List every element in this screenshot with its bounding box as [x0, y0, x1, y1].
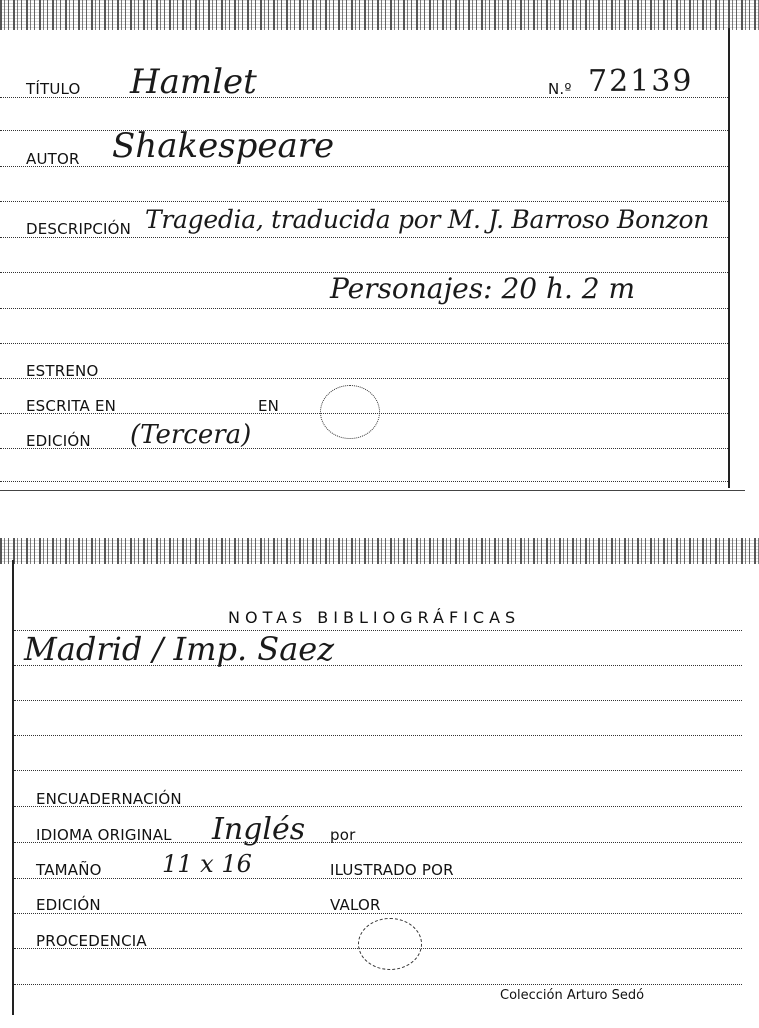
edicion-label-bottom: EDICIÓN: [36, 896, 101, 914]
idioma-value: Inglés: [212, 812, 306, 847]
notas-value: Madrid / Imp. Saez: [24, 630, 335, 668]
rule-line: [14, 984, 742, 985]
rule-line: [14, 735, 742, 736]
scan-edge-top: [0, 0, 759, 30]
por-label: por: [330, 826, 356, 844]
numero-value: 72139: [588, 64, 694, 99]
estreno-label: ESTRENO: [26, 362, 99, 380]
tamano-value: 11 x 16: [162, 850, 252, 878]
encuadernacion-label: ENCUADERNACIÓN: [36, 790, 182, 808]
card-bottom-left-edge: [12, 560, 14, 1015]
idioma-label: IDIOMA ORIGINAL: [36, 826, 172, 844]
scan-edge-bottom: [0, 538, 759, 564]
rule-line: [0, 481, 728, 482]
rule-line: [0, 130, 728, 131]
procedencia-label: PROCEDENCIA: [36, 932, 147, 950]
descripcion-value: Tragedia, traducida por M. J. Barroso Bonzon: [145, 205, 710, 234]
collection-credit: Colección Arturo Sedó: [500, 988, 645, 1003]
edicion-value: (Tercera): [130, 420, 252, 450]
autor-value: Shakespeare: [112, 126, 335, 166]
titulo-value: Hamlet: [130, 62, 257, 102]
tamano-label: TAMAÑO: [36, 861, 102, 879]
escrita-en-label: ESCRITA EN: [26, 397, 117, 415]
stamp-circle: [320, 385, 380, 439]
rule-line: [0, 166, 728, 167]
descripcion-label: DESCRIPCIÓN: [26, 220, 132, 238]
notas-heading: NOTAS BIBLIOGRÁFICAS: [228, 608, 521, 627]
rule-line: [0, 308, 728, 309]
stamp-circle-bottom: [358, 918, 422, 970]
rule-line: [0, 378, 728, 379]
valor-label: VALOR: [330, 896, 381, 914]
card-top-bottom-edge: [0, 490, 745, 491]
autor-label: AUTOR: [26, 150, 80, 168]
personajes-value: Personajes: 20 h. 2 m: [330, 272, 636, 305]
rule-line: [14, 770, 742, 771]
rule-line: [0, 448, 728, 449]
rule-line: [0, 343, 728, 344]
rule-line: [0, 201, 728, 202]
titulo-label: TÍTULO: [26, 80, 81, 98]
edicion-label: EDICIÓN: [26, 432, 91, 450]
ilustrado-label: ILUSTRADO POR: [330, 861, 454, 879]
card-top-right-edge: [728, 28, 730, 488]
en-label: EN: [258, 397, 280, 415]
rule-line: [14, 700, 742, 701]
numero-label: N.º: [548, 80, 572, 98]
